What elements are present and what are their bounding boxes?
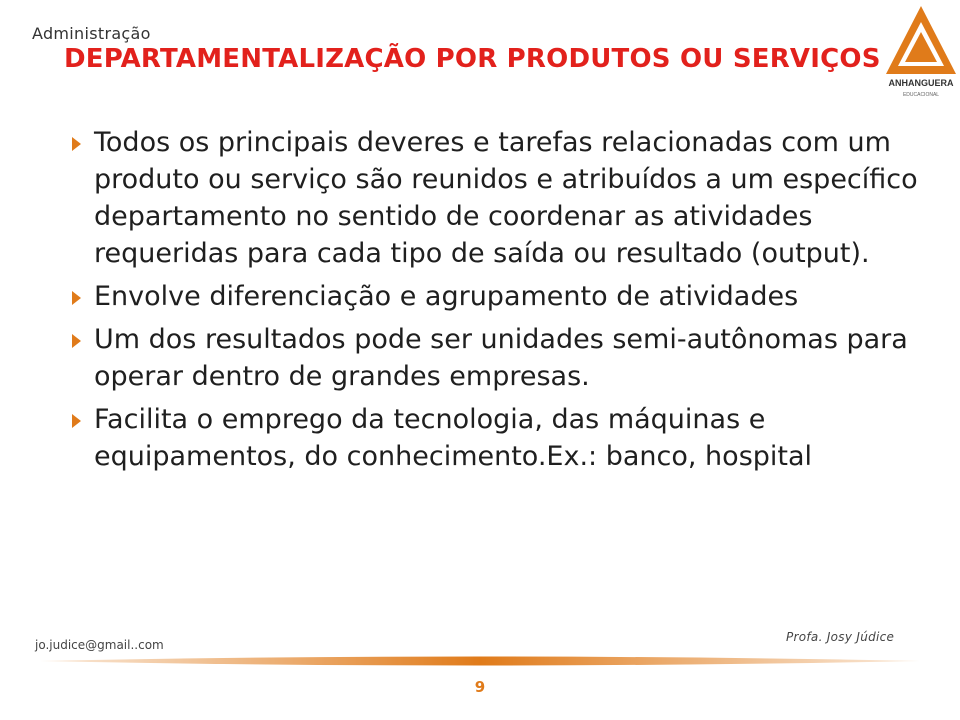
email-text: jo.judice@gmail..com: [35, 638, 164, 652]
arrow-bullet-icon: [72, 334, 81, 348]
bullet-text: Facilita o emprego da tecnologia, das máquinas e equipamentos, do conhecimento.Ex.: banco, hospital: [94, 404, 813, 472]
page-number: 9: [474, 678, 486, 696]
arrow-bullet-icon: [72, 291, 81, 305]
bullet-item: [72, 278, 932, 315]
bullet-text: Envolve diferenciação e agrupamento de atividades: [94, 281, 799, 312]
anhanguera-logo: [884, 4, 958, 100]
footer-divider: [40, 652, 920, 670]
logo-tagline: EDUCACIONAL: [902, 92, 940, 98]
bullet-item: [72, 321, 932, 395]
slide-title: DEPARTAMENTALIZAÇÃO POR PRODUTOS OU SERVIÇOS: [64, 44, 881, 74]
bullet-text: Todos os principais deveres e tarefas relacionadas com um produto ou serviço são reunidos e atribuídos a um específico departamento no sentido de coordenar as atividades requeridas para cada tipo de saída ou resultado (output).: [94, 127, 918, 269]
arrow-bullet-icon: [72, 414, 81, 428]
author-text: Profa. Josy Júdice: [786, 630, 895, 644]
bullet-list: [72, 124, 932, 481]
arrow-bullet-icon: [72, 137, 81, 151]
bullet-item: [72, 124, 932, 272]
logo-text: ANHANGUERA: [888, 78, 954, 88]
bullet-item: [72, 401, 932, 475]
bullet-text: Um dos resultados pode ser unidades semi-autônomas para operar dentro de grandes empresas.: [94, 324, 908, 392]
header-label: Administração: [32, 24, 151, 43]
